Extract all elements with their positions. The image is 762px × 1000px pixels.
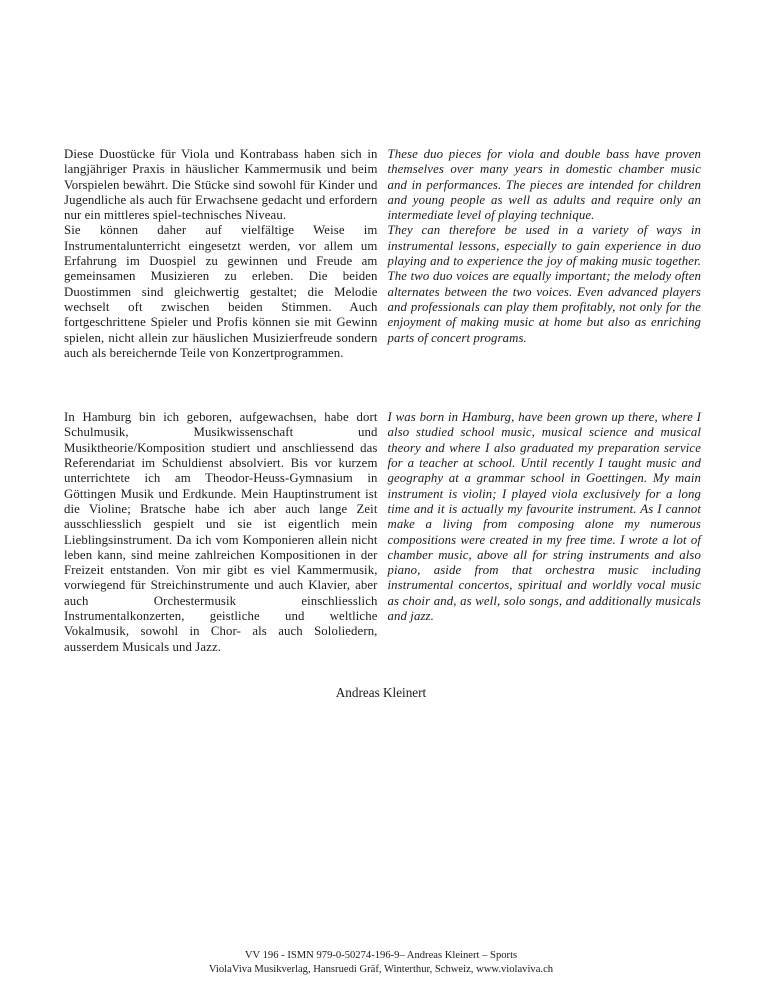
pieces-german-paragraph-1: Diese Duostücke für Viola und Kontrabass haben sich in langjähriger Praxis in häuslicher Kammermusik und beim Vorspielen bewährt. Die Stücke sind sowohl für Kinder und Jugendliche als auch für Erwachsene gedacht und erfordern nur ein mittleres spiel-technisches Niveau. (64, 147, 378, 223)
pieces-english-paragraph-2: They can therefore be used in a variety of ways in instrumental lessons, especially to gain experience in duo playing and to experience the joy of making music together. The two duo voices are equally important; the melody often alternates between the two voices. Even advanced players and professionals can play them profitably, not only for the enjoyment of making music at home but also as enriching parts of concert programs. (387, 223, 701, 345)
biography-german-column (64, 410, 378, 655)
pieces-german-column (64, 147, 378, 361)
page-footer (0, 949, 762, 977)
section-about-pieces (64, 147, 701, 361)
pieces-german-paragraph-2: Sie können daher auf vielfältige Weise im Instrumentalunterricht eingesetzt werden, vor allem um Erfahrung im Duospiel zu gewinnen und Freude am gemeinsamen Musizieren zu erleben. Die beiden Duostimmen sind gleichwertig gestaltet; die Melodie wechselt oft zwischen beiden Stimmen. Auch fortgeschrittene Spieler und Profis können sie mit Gewinn spielen, nicht allein zur häuslichen Musizierfreude sondern auch als bereichernde Teile von Konzertprogrammen. (64, 223, 378, 360)
footer-publisher-line: ViolaViva Musikverlag, Hansruedi Gräf, Winterthur, Schweiz, www.violaviva.ch (208, 964, 554, 975)
biography-english-paragraph: I was born in Hamburg, have been grown up there, where I also studied school music, musical science and musical theory and where I also graduated my preparation service for a teacher at school. Until recently I taught music and geography at a grammar school in Goettingen. My main instrument is violin; I played viola exclusively for a long time and it is actually my favourite instrument. As I cannot make a living from composing alone my numerous compositions were created in my free time. I wrote a lot of chamber music, above all for string instruments and also piano, aside from that orchestra music including instrumental concertos, spiritual and worldly vocal music as choir and, as well, solo songs, and additionally musicals and jazz. (387, 410, 701, 624)
pieces-english-paragraph-1: These duo pieces for viola and double bass have proven themselves over many years in domestic chamber music and in performances. The pieces are intended for children and young people as well as adults and require only an intermediate level of playing technique. (387, 147, 701, 223)
biography-english-column (388, 410, 702, 655)
footer-catalog-line: VV 196 - ISMN 979-0-50274-196-9– Andreas Kleinert – Sports (244, 950, 518, 961)
pieces-english-column (388, 147, 702, 361)
biography-german-paragraph: In Hamburg bin ich geboren, aufgewachsen, habe dort Schulmusik, Musikwissenschaft und Musiktheorie/Komposition studiert und anschliessend das Referendariat im Schuldienst absolviert. Bis vor kurzem unterrichtete ich am Theodor-Heuss-Gymnasium in Göttingen Musik und Erdkunde. Mein Hauptinstrument ist die Violine; Bratsche habe ich aber auch lange Zeit ausschliesslich gespielt und sie ist eigentlich mein Lieblingsinstrument. Da ich vom Komponieren allein nicht leben kann, sind meine zahlreichen Kompositionen in der Freizeit entstanden. Von mir gibt es viel Kammermusik, vorwiegend für Streichinstrumente und auch Klavier, aber auch Orchestermusik einschliesslich Instrumentalkonzerten, geistliche und weltliche Vokalmusik, sowohl in Chor- als auch Sololiedern, ausserdem Musicals und Jazz. (64, 410, 378, 654)
section-composer-biography (64, 410, 701, 655)
author-attribution: Andreas Kleinert (335, 684, 427, 700)
